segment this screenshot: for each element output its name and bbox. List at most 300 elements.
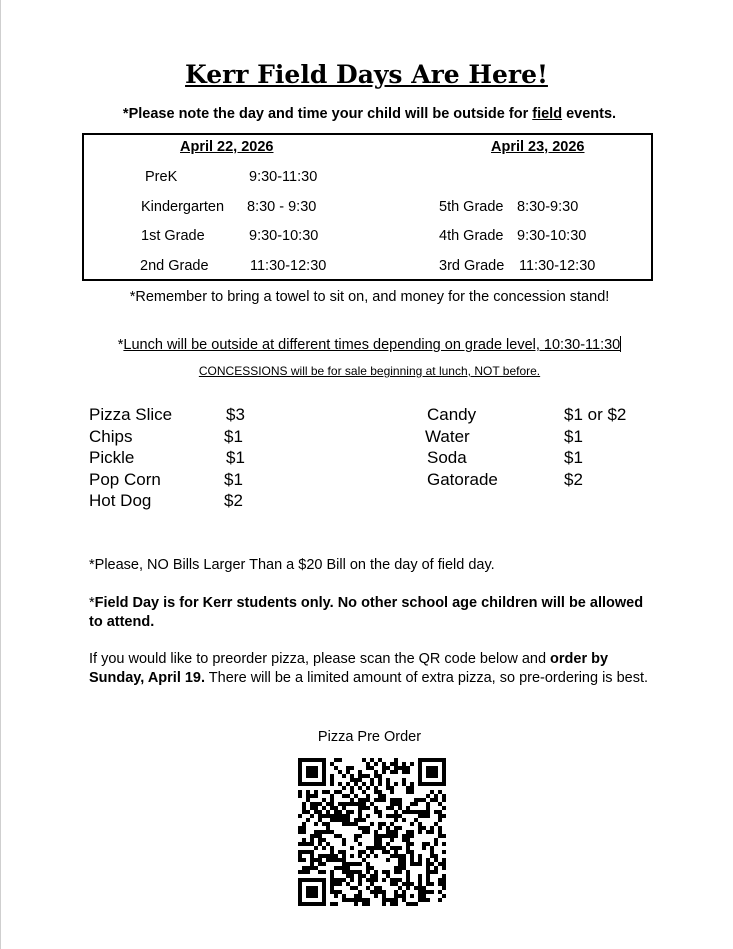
qr-module [390, 822, 394, 826]
qr-module [434, 810, 438, 814]
qr-module [302, 810, 306, 814]
qr-module [330, 878, 334, 882]
qr-module [414, 862, 418, 866]
qr-module [434, 866, 438, 870]
qr-module [422, 842, 426, 846]
qr-module [334, 890, 338, 894]
qr-module [430, 850, 434, 854]
qr-module [402, 778, 406, 782]
qr-module [386, 826, 390, 830]
qr-module [442, 866, 446, 870]
day1-time: 11:30-12:30 [250, 258, 327, 274]
qr-module [394, 766, 398, 770]
qr-module [354, 886, 358, 890]
qr-module [406, 902, 410, 906]
qr-module [302, 850, 306, 854]
day1-grade: 2nd Grade [140, 258, 209, 274]
qr-module [322, 766, 326, 770]
qr-module [366, 866, 370, 870]
qr-module [314, 822, 318, 826]
qr-module [382, 770, 386, 774]
qr-module [374, 786, 378, 790]
qr-module [418, 826, 422, 830]
qr-module [326, 790, 330, 794]
qr-module [298, 842, 302, 846]
qr-module [350, 778, 354, 782]
qr-module [374, 770, 378, 774]
qr-module [350, 774, 354, 778]
day1-time: 9:30-10:30 [249, 228, 319, 244]
qr-module [418, 810, 422, 814]
qr-module [298, 890, 302, 894]
qr-module [442, 894, 446, 898]
qr-module [314, 866, 318, 870]
qr-module [306, 770, 310, 774]
qr-module [346, 770, 350, 774]
qr-module [342, 878, 346, 882]
qr-module [402, 866, 406, 870]
qr-module [406, 870, 410, 874]
qr-module [298, 894, 302, 898]
qr-module [402, 838, 406, 842]
qr-module [390, 882, 394, 886]
qr-module [314, 802, 318, 806]
qr-module [430, 854, 434, 858]
qr-module [306, 850, 310, 854]
qr-module [418, 758, 422, 762]
qr-module [422, 846, 426, 850]
qr-module [442, 882, 446, 886]
qr-module [402, 766, 406, 770]
qr-module [318, 902, 322, 906]
day2-grade: 3rd Grade [439, 258, 505, 274]
qr-module [346, 802, 350, 806]
qr-module [438, 826, 442, 830]
qr-module [298, 898, 302, 902]
qr-module [366, 862, 370, 866]
qr-module [378, 822, 382, 826]
qr-module [426, 878, 430, 882]
qr-module [342, 822, 346, 826]
menu-price: $1 [564, 448, 583, 467]
qr-module [314, 810, 318, 814]
qr-module [298, 878, 302, 882]
qr-module [322, 778, 326, 782]
qr-module [298, 826, 302, 830]
qr-module [378, 774, 382, 778]
menu-item: Pop Corn [89, 470, 161, 489]
qr-module [342, 858, 346, 862]
qr-module [358, 826, 362, 830]
qr-module [410, 902, 414, 906]
qr-module [442, 886, 446, 890]
qr-module [442, 758, 446, 762]
qr-module [310, 842, 314, 846]
qr-module [414, 886, 418, 890]
qr-module [434, 822, 438, 826]
preorder-note [89, 650, 649, 688]
qr-module [410, 834, 414, 838]
qr-module [378, 890, 382, 894]
qr-module [378, 798, 382, 802]
qr-module [350, 854, 354, 858]
qr-module [346, 862, 350, 866]
qr-module [370, 758, 374, 762]
qr-module [334, 878, 338, 882]
qr-module [306, 866, 310, 870]
qr-module [418, 770, 422, 774]
qr-module [378, 782, 382, 786]
qr-module [342, 786, 346, 790]
qr-module [334, 806, 338, 810]
qr-module [306, 798, 310, 802]
qr-module [394, 762, 398, 766]
qr-module [302, 758, 306, 762]
qr-module [418, 822, 422, 826]
qr-module [386, 786, 390, 790]
qr-module [398, 802, 402, 806]
qr-module [386, 830, 390, 834]
qr-module [342, 842, 346, 846]
qr-module [350, 786, 354, 790]
qr-module [322, 854, 326, 858]
qr-module [426, 866, 430, 870]
qr-module [442, 842, 446, 846]
qr-module [346, 782, 350, 786]
qr-module [334, 818, 338, 822]
qr-module [314, 886, 318, 890]
qr-module [334, 854, 338, 858]
qr-module [338, 882, 342, 886]
qr-module [370, 890, 374, 894]
qr-module [426, 890, 430, 894]
qr-module [314, 766, 318, 770]
qr-module [314, 858, 318, 862]
field-events-note [0, 106, 733, 122]
qr-module [370, 782, 374, 786]
qr-module [434, 798, 438, 802]
qr-module [434, 842, 438, 846]
qr-module [430, 830, 434, 834]
qr-module [334, 810, 338, 814]
qr-module [410, 830, 414, 834]
qr-module [410, 762, 414, 766]
day2-time: 11:30-12:30 [519, 258, 596, 274]
qr-module [358, 778, 362, 782]
qr-module [358, 894, 362, 898]
qr-module [430, 770, 434, 774]
qr-module [394, 850, 398, 854]
qr-module [310, 862, 314, 866]
qr-module [366, 886, 370, 890]
qr-module [358, 870, 362, 874]
qr-module [386, 814, 390, 818]
qr-module [398, 814, 402, 818]
qr-module [426, 862, 430, 866]
qr-module [438, 790, 442, 794]
qr-module [338, 758, 342, 762]
qr-module [326, 842, 330, 846]
qr-module [426, 810, 430, 814]
qr-module [430, 758, 434, 762]
qr-module [434, 870, 438, 874]
qr-module [358, 818, 362, 822]
qr-module [366, 786, 370, 790]
menu-price: $1 [224, 470, 243, 489]
qr-module [322, 806, 326, 810]
qr-module [430, 826, 434, 830]
qr-module [426, 882, 430, 886]
qr-module [362, 902, 366, 906]
day1-time: 9:30-11:30 [249, 169, 318, 185]
qr-module [346, 866, 350, 870]
qr-module [326, 822, 330, 826]
qr-module [394, 826, 398, 830]
qr-module [410, 802, 414, 806]
lunch-note [0, 336, 733, 353]
qr-module [402, 862, 406, 866]
qr-module [330, 814, 334, 818]
qr-module [386, 870, 390, 874]
qr-module [370, 778, 374, 782]
qr-module [402, 810, 406, 814]
qr-module [398, 846, 402, 850]
qr-module [430, 790, 434, 794]
qr-module [298, 870, 302, 874]
qr-module [390, 806, 394, 810]
qr-module [302, 830, 306, 834]
qr-module [358, 842, 362, 846]
menu-item: Water [425, 427, 470, 446]
qr-module [406, 810, 410, 814]
qr-module [358, 802, 362, 806]
qr-module [330, 794, 334, 798]
qr-module [318, 810, 322, 814]
qr-module [430, 782, 434, 786]
qr-module [438, 898, 442, 902]
qr-module [298, 794, 302, 798]
qr-module [298, 782, 302, 786]
qr-module [338, 818, 342, 822]
qr-module [326, 826, 330, 830]
qr-module [426, 766, 430, 770]
qr-module [442, 874, 446, 878]
qr-module [302, 838, 306, 842]
qr-module [358, 898, 362, 902]
qr-module [434, 782, 438, 786]
qr-module [318, 870, 322, 874]
qr-module [350, 798, 354, 802]
qr-module [386, 806, 390, 810]
qr-module [338, 890, 342, 894]
qr-module [442, 770, 446, 774]
qr-module [434, 766, 438, 770]
qr-module [330, 870, 334, 874]
qr-module [354, 838, 358, 842]
qr-module [438, 810, 442, 814]
qr-module [438, 878, 442, 882]
qr-module [310, 894, 314, 898]
qr-module [394, 758, 398, 762]
qr-module [370, 878, 374, 882]
qr-module [326, 830, 330, 834]
qr-module [310, 858, 314, 862]
qr-module [306, 886, 310, 890]
qr-module [318, 830, 322, 834]
qr-module [334, 866, 338, 870]
qr-module [426, 758, 430, 762]
qr-module [302, 902, 306, 906]
qr-module [410, 850, 414, 854]
qr-module [318, 834, 322, 838]
menu-price: $2 [564, 470, 583, 489]
qr-module [310, 814, 314, 818]
menu-item: Pizza Slice [89, 405, 173, 424]
qr-module [366, 826, 370, 830]
qr-module [298, 774, 302, 778]
qr-module [338, 858, 342, 862]
qr-module [358, 786, 362, 790]
qr-module [342, 854, 346, 858]
kerr-only-text: Field Day is for Kerr students only. No other school age children will be allowed to attend. [89, 595, 644, 630]
qr-module [374, 834, 378, 838]
qr-module [418, 854, 422, 858]
qr-module [358, 854, 362, 858]
qr-module [298, 858, 302, 862]
qr-module [330, 882, 334, 886]
qr-module [318, 818, 322, 822]
qr-module [394, 814, 398, 818]
qr-module [394, 866, 398, 870]
qr-module [382, 834, 386, 838]
day1-date: April 22, 2026 [180, 139, 274, 155]
qr-module [426, 794, 430, 798]
schedule-box [82, 133, 653, 281]
qr-code-icon[interactable] [298, 758, 446, 906]
qr-module [378, 886, 382, 890]
lunch-text: Lunch will be outside at different times depending on grade level, 10:30-11:30 [123, 337, 621, 353]
qr-module [362, 818, 366, 822]
qr-module [394, 854, 398, 858]
qr-module [410, 790, 414, 794]
qr-module [402, 818, 406, 822]
qr-module [342, 866, 346, 870]
qr-module [410, 842, 414, 846]
qr-module [394, 846, 398, 850]
qr-module [390, 834, 394, 838]
qr-module [410, 810, 414, 814]
qr-module [394, 882, 398, 886]
qr-module [302, 782, 306, 786]
qr-module [426, 874, 430, 878]
qr-module [398, 854, 402, 858]
qr-module [386, 766, 390, 770]
qr-module [310, 782, 314, 786]
qr-module [358, 798, 362, 802]
qr-caption: Pizza Pre Order [317, 729, 422, 745]
qr-module [410, 782, 414, 786]
qr-module [342, 862, 346, 866]
day1-grade: PreK [145, 169, 178, 185]
day2-date: April 23, 2026 [491, 139, 585, 155]
note-underlined-word: field [532, 106, 563, 122]
qr-module [358, 806, 362, 810]
qr-module [302, 858, 306, 862]
qr-module [378, 846, 382, 850]
qr-module [378, 778, 382, 782]
qr-module [362, 850, 366, 854]
qr-module [322, 886, 326, 890]
qr-module [422, 782, 426, 786]
qr-module [382, 822, 386, 826]
qr-module [358, 810, 362, 814]
kerr-only-note [89, 594, 649, 632]
qr-module [338, 834, 342, 838]
qr-module [334, 766, 338, 770]
qr-module [418, 874, 422, 878]
qr-module [322, 830, 326, 834]
qr-module [338, 770, 342, 774]
qr-module [394, 834, 398, 838]
qr-module [366, 798, 370, 802]
qr-module [430, 766, 434, 770]
qr-module [378, 814, 382, 818]
bills-note: *Please, NO Bills Larger Than a $20 Bill on the day of field day. [89, 557, 495, 573]
qr-module [330, 850, 334, 854]
qr-module [434, 774, 438, 778]
qr-module [410, 822, 414, 826]
qr-module [374, 870, 378, 874]
qr-module [302, 822, 306, 826]
qr-module [418, 782, 422, 786]
qr-module [298, 850, 302, 854]
qr-module [306, 878, 310, 882]
qr-module [438, 758, 442, 762]
qr-module [442, 794, 446, 798]
qr-module [398, 870, 402, 874]
qr-module [310, 834, 314, 838]
qr-module [382, 894, 386, 898]
qr-module [418, 766, 422, 770]
qr-module [402, 890, 406, 894]
qr-module [306, 782, 310, 786]
qr-module [434, 854, 438, 858]
qr-module [350, 802, 354, 806]
qr-module [418, 774, 422, 778]
qr-module [426, 830, 430, 834]
qr-module [310, 850, 314, 854]
qr-module [314, 774, 318, 778]
qr-module [366, 766, 370, 770]
qr-module [418, 830, 422, 834]
qr-module [298, 758, 302, 762]
qr-module [366, 794, 370, 798]
qr-module [406, 830, 410, 834]
qr-module [378, 810, 382, 814]
qr-module [394, 830, 398, 834]
qr-module [330, 886, 334, 890]
qr-module [330, 806, 334, 810]
qr-module [318, 878, 322, 882]
qr-module [318, 854, 322, 858]
qr-module [342, 870, 346, 874]
qr-module [394, 798, 398, 802]
qr-module [342, 898, 346, 902]
qr-module [370, 846, 374, 850]
qr-module [382, 878, 386, 882]
qr-module [350, 810, 354, 814]
qr-module [374, 810, 378, 814]
